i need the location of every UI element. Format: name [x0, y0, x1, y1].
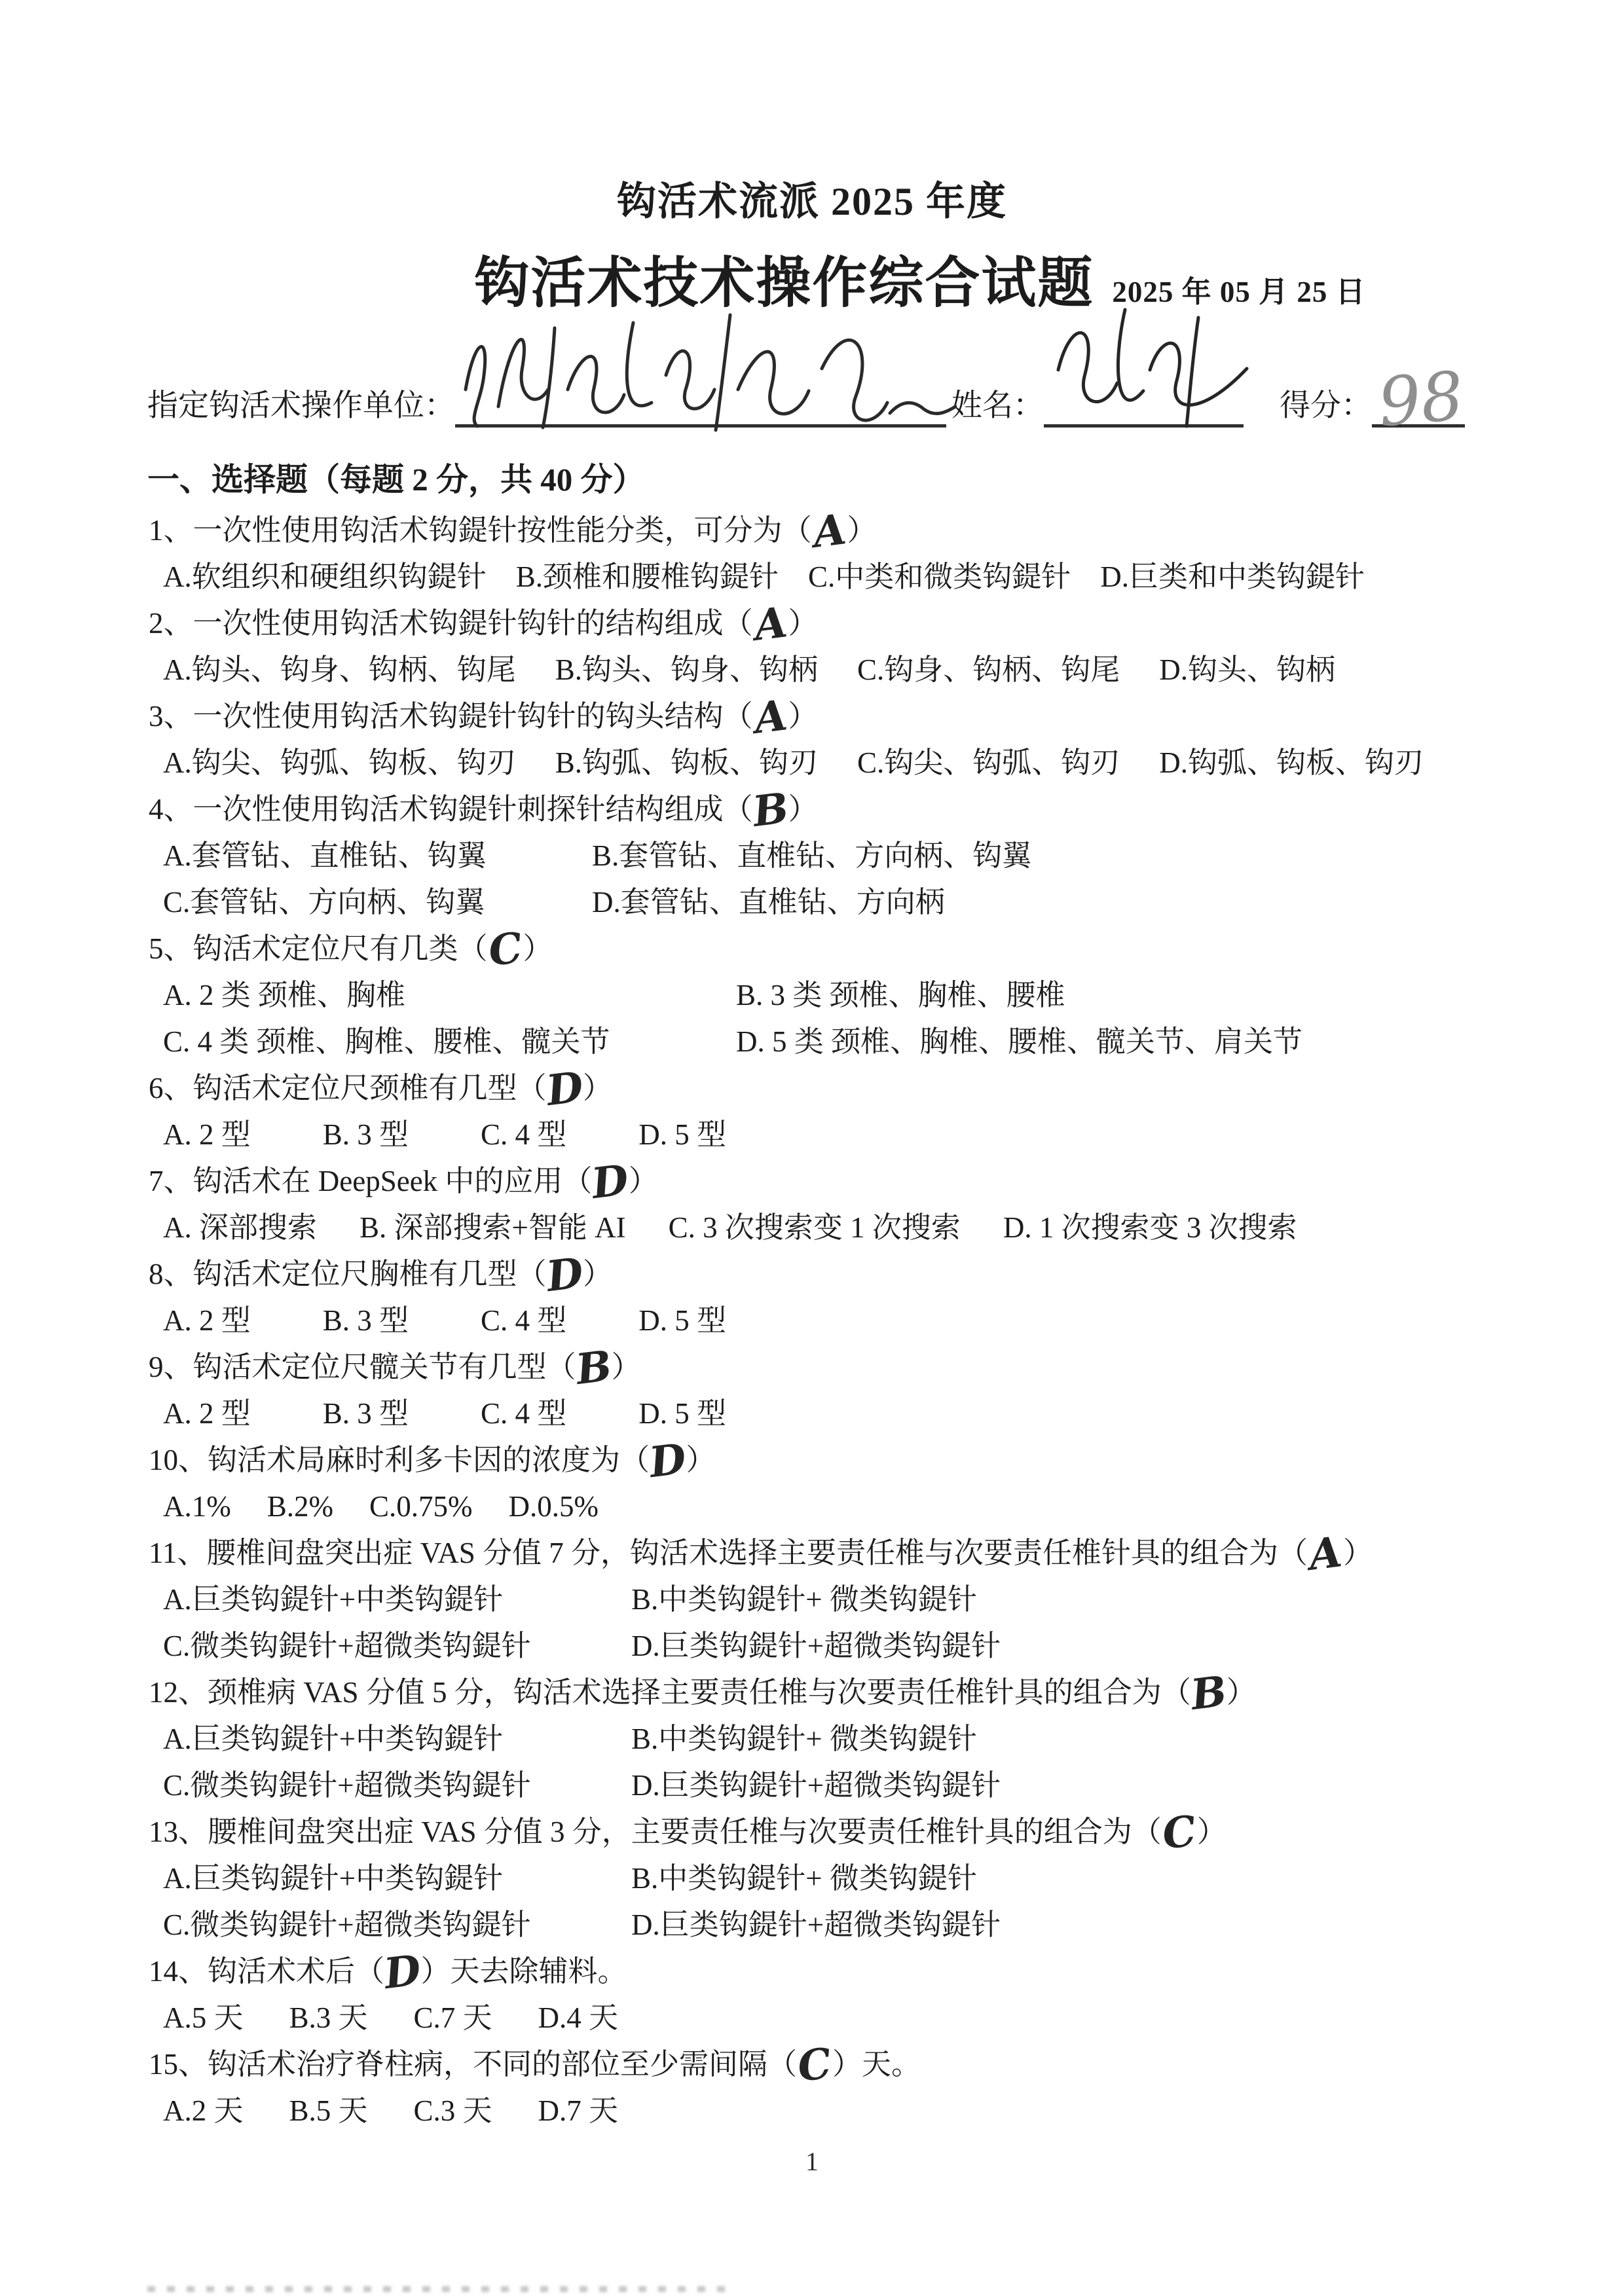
question-text-after: ）天去除辅料。 [420, 1955, 627, 1988]
option-item: B.2% [267, 1490, 333, 1523]
option-item: B. 3 型 [322, 1304, 409, 1337]
question-text: 6、钩活术定位尺颈椎有几型（ [149, 1072, 547, 1104]
option-item: A.巨类钩鍉针+中类钩鍉针 [163, 1722, 504, 1755]
options-line [149, 972, 1539, 1019]
question-text: 5、钩活术定位尺有几类（ [149, 932, 488, 965]
question-12 [149, 1666, 1539, 1809]
question-text: 7、钩活术在 DeepSeek 中的应用（ [149, 1165, 593, 1197]
option-item: C. 4 型 [481, 1397, 567, 1430]
question-6 [149, 1062, 1539, 1158]
option-item: B.钩头、钩身、钩柄 [555, 653, 819, 686]
option-item: C. 3 次搜索变 1 次搜索 [668, 1211, 961, 1244]
question-text-after: ） [847, 514, 877, 547]
question-7 [149, 1155, 1539, 1251]
unit-signature-line [455, 376, 946, 428]
option-item: C.0.75% [369, 1490, 473, 1523]
options-line [149, 1298, 1539, 1344]
option-item: D.套管钻、直椎钻、方向柄 [592, 886, 945, 919]
handwritten-answer: B [1188, 1666, 1230, 1721]
score-label: 得分： [1280, 389, 1372, 423]
option-item: B.中类钩鍉针+ 微类钩鍉针 [631, 1583, 977, 1616]
option-item: B. 3 型 [322, 1397, 409, 1430]
question-text-after: ） [788, 700, 818, 733]
option-item: C. 4 类 颈椎、胸椎、腰椎、髋关节 [163, 1025, 610, 1058]
question-text: 12、颈椎病 VAS 分值 5 分，钩活术选择主要责任椎与次要责任椎针具的组合为（ [149, 1676, 1191, 1709]
option-item: A. 2 类 颈椎、胸椎 [163, 979, 405, 1011]
option-item: B.中类钩鍉针+ 微类钩鍉针 [631, 1862, 977, 1895]
options-line [149, 1716, 1539, 1762]
option-item: C.7 天 [413, 2001, 492, 2034]
handwritten-answer: D [544, 1248, 586, 1302]
option-item: B. 3 类 颈椎、胸椎、腰椎 [736, 979, 1065, 1011]
option-item: D.巨类钩鍉针+超微类钩鍉针 [631, 1630, 1001, 1662]
option-item: D.0.5% [508, 1490, 599, 1523]
question-15 [149, 2041, 1539, 2134]
question-text: 11、腰椎间盘突出症 VAS 分值 7 分，钩活术选择主要责任椎与次要责任椎针具的组合为（ [149, 1537, 1308, 1569]
options-line [149, 1391, 1539, 1437]
option-item: D. 1 次搜索变 3 次搜索 [1003, 1211, 1297, 1244]
handwritten-answer: C [1159, 1806, 1199, 1859]
option-item: A.巨类钩鍉针+中类钩鍉针 [163, 1862, 504, 1895]
options-line [149, 740, 1539, 786]
option-item: A. 深部搜索 [163, 1211, 317, 1244]
option-item: C. 4 型 [481, 1304, 567, 1337]
options-line [149, 1112, 1539, 1158]
section-heading: 一、选择题（每题 2 分，共 40 分） [147, 462, 645, 498]
question-4 [149, 783, 1539, 926]
option-item: A.钩头、钩身、钩柄、钩尾 [163, 653, 516, 686]
option-item: C.微类钩鍉针+超微类钩鍉针 [163, 1630, 531, 1662]
option-item: D.7 天 [538, 2094, 619, 2127]
question-text-after: ） [1226, 1676, 1256, 1709]
question-text: 10、钩活术局麻时利多卡因的浓度为（ [149, 1444, 650, 1476]
question-text: 9、钩活术定位尺髋关节有几型（ [149, 1351, 576, 1383]
option-item: A. 2 型 [163, 1397, 251, 1430]
option-item: D.钩弧、钩板、钩刃 [1159, 746, 1424, 779]
options-line [149, 1995, 1539, 2041]
name-signature-line [1044, 376, 1244, 428]
scan-edge-artifact [147, 2286, 737, 2292]
question-5 [149, 923, 1539, 1065]
option-item: B.套管钻、直椎钻、方向柄、钩翼 [592, 839, 1032, 872]
question-text: 8、钩活术定位尺胸椎有几型（ [149, 1258, 547, 1290]
options-line [149, 833, 1539, 879]
options-line [149, 647, 1539, 693]
option-item: D. 5 类 颈椎、胸椎、腰椎、髋关节、肩关节 [736, 1025, 1302, 1058]
options-line [149, 1484, 1539, 1530]
option-item: C.中类和微类钩鍉针 [808, 560, 1071, 593]
question-1 [149, 507, 1539, 600]
exam-title: 钩活术技术操作综合试题 [474, 253, 1094, 314]
question-2 [149, 600, 1539, 693]
handwritten-answer: A [751, 598, 790, 651]
option-item: D.巨类钩鍉针+超微类钩鍉针 [631, 1908, 1001, 1941]
handwritten-answer: A [810, 505, 849, 558]
question-text-after: ） [611, 1351, 641, 1383]
page-number: 1 [805, 2147, 819, 2176]
option-item: A.5 天 [163, 2001, 244, 2034]
question-10 [149, 1434, 1539, 1530]
option-item: B.3 天 [289, 2001, 368, 2034]
question-text-after: ） [523, 932, 553, 965]
exam-year-title: 钩活术流派 2025 年度 [617, 180, 1007, 223]
option-item: D.4 天 [538, 2001, 619, 2034]
option-item: C. 4 型 [481, 1118, 567, 1151]
handwritten-unit-signature [455, 291, 966, 445]
handwritten-answer: B [573, 1341, 614, 1395]
option-item: A. 2 型 [163, 1304, 251, 1337]
option-item: C.套管钻、方向柄、钩翼 [163, 886, 485, 919]
handwritten-name-signature [1044, 291, 1260, 445]
option-item: B.颈椎和腰椎钩鍉针 [515, 560, 779, 593]
options-line [149, 1855, 1539, 1902]
option-item: B.钩弧、钩板、钩刃 [555, 746, 819, 779]
question-list [149, 507, 1539, 2134]
option-item: A. 2 型 [163, 1118, 251, 1151]
option-item: C.3 天 [413, 2094, 492, 2127]
options-line [149, 1576, 1539, 1623]
question-text-after: ） [1343, 1537, 1373, 1569]
options-line [149, 879, 1539, 926]
options-line [149, 1205, 1539, 1251]
handwritten-answer: C [485, 923, 525, 976]
option-item: A.1% [163, 1490, 231, 1523]
question-text: 15、钩活术治疗脊柱病，不同的部位至少需间隔（ [149, 2048, 798, 2081]
handwritten-answer: D [646, 1434, 689, 1488]
option-item: D.钩头、钩柄 [1159, 653, 1336, 686]
options-line [149, 1019, 1539, 1065]
handwritten-answer: A [751, 691, 790, 744]
question-text-after: ） [788, 793, 818, 826]
handwritten-answer: B [750, 783, 791, 837]
handwritten-answer: C [795, 2039, 834, 2092]
handwritten-answer: D [544, 1062, 586, 1116]
option-item: C.钩身、钩柄、钩尾 [857, 653, 1120, 686]
score-line [1372, 357, 1467, 443]
unit-label: 指定钩活术操作单位： [147, 389, 455, 423]
option-item: A.钩尖、钩弧、钩板、钩刃 [163, 746, 516, 779]
option-item: C.钩尖、钩弧、钩刃 [857, 746, 1120, 779]
question-text-after: ） [583, 1258, 613, 1290]
question-text: 4、一次性使用钩活术钩鍉针刺探针结构组成（ [149, 793, 753, 826]
option-item: D.巨类钩鍉针+超微类钩鍉针 [631, 1769, 1001, 1802]
handwritten-score-value: 98 [1375, 357, 1467, 443]
question-8 [149, 1248, 1539, 1344]
question-text: 2、一次性使用钩活术钩鍉针钩针的结构组成（ [149, 607, 753, 640]
question-text-after: ） [1196, 1815, 1227, 1848]
handwritten-answer: D [589, 1155, 632, 1209]
question-text-after: ） [628, 1165, 658, 1197]
question-text-after: ） [583, 1072, 613, 1104]
option-item: D.巨类和中类钩鍉针 [1100, 560, 1365, 593]
question-text: 3、一次性使用钩活术钩鍉针钩针的钩头结构（ [149, 700, 753, 733]
handwritten-answer: A [1306, 1527, 1345, 1580]
question-3 [149, 693, 1539, 786]
option-item: B. 3 型 [322, 1118, 409, 1151]
options-line [149, 554, 1539, 600]
option-item: B. 深部搜索+智能 AI [360, 1211, 626, 1244]
option-item: B.中类钩鍉针+ 微类钩鍉针 [631, 1722, 977, 1755]
handwritten-answer: D [381, 1945, 424, 1999]
question-text-after: ） [686, 1444, 716, 1476]
option-item: A.套管钻、直椎钻、钩翼 [163, 839, 487, 872]
option-item: D. 5 型 [638, 1118, 727, 1151]
question-text-after: ）天。 [832, 2048, 921, 2081]
question-text: 13、腰椎间盘突出症 VAS 分值 3 分，主要责任椎与次要责任椎针具的组合为（ [149, 1815, 1162, 1848]
question-9 [149, 1341, 1539, 1437]
question-text-after: ） [788, 607, 818, 640]
option-item: A.软组织和硬组织钩鍉针 [163, 560, 487, 593]
options-line [149, 1902, 1539, 1948]
question-13 [149, 1806, 1539, 1948]
option-item: D. 5 型 [638, 1304, 727, 1337]
question-14 [149, 1945, 1539, 2041]
options-line [149, 1623, 1539, 1669]
question-text: 14、钩活术术后（ [149, 1955, 385, 1988]
question-11 [149, 1527, 1539, 1669]
option-item: A.巨类钩鍉针+中类钩鍉针 [163, 1583, 504, 1616]
name-label: 姓名： [951, 389, 1044, 423]
header-fill-row [147, 357, 1526, 443]
option-item: B.5 天 [289, 2094, 368, 2127]
option-item: C.微类钩鍉针+超微类钩鍉针 [163, 1908, 531, 1941]
option-item: C.微类钩鍉针+超微类钩鍉针 [163, 1769, 531, 1802]
option-item: A.2 天 [163, 2094, 244, 2127]
options-line [149, 2088, 1539, 2134]
option-item: D. 5 型 [638, 1397, 727, 1430]
options-line [149, 1762, 1539, 1809]
question-text: 1、一次性使用钩活术钩鍉针按性能分类，可分为（ [149, 514, 812, 547]
exam-date: 2025 年 05 月 25 日 [1112, 276, 1366, 308]
